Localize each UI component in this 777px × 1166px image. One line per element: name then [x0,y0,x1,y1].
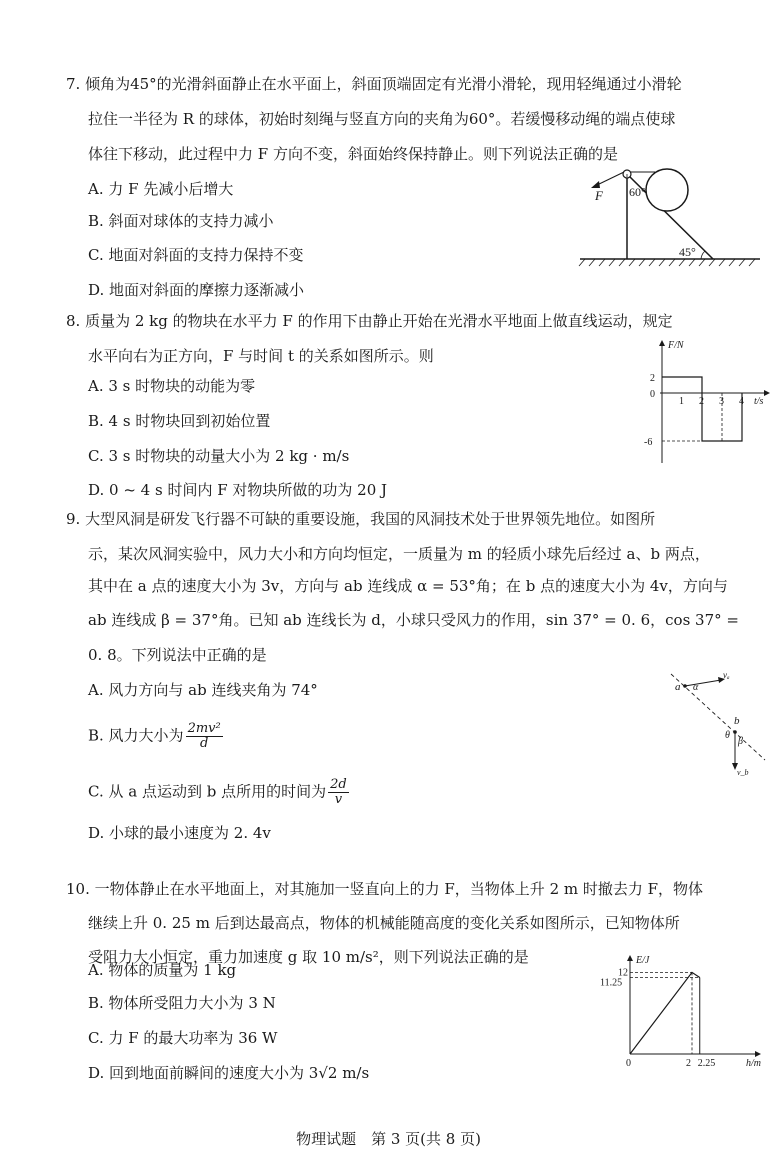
angle-60-label: 60° [629,185,646,199]
tick-label-t4: 4 [739,396,744,407]
force-label: F [595,188,603,203]
label-theta: θ [725,730,730,741]
q8-option-d: D. 0 ~ 4 s 时间内 F 对物块所做的功为 20 J [88,481,388,499]
tick-label-h2-25: 2.25 [697,1058,716,1069]
q10-option-c: C. 力 F 的最大功率为 36 W [88,1029,278,1047]
q10-stem-line-2: 继续上升 0. 25 m 后到达最高点，物体的机械能随高度的变化关系如图所示，已知物体所 [88,914,680,932]
e-axis-arrow [627,955,633,961]
ground-hatching [579,259,755,266]
q9-option-a: A. 风力方向与 ab 连线夹角为 74° [88,681,318,699]
q9-option-c-numerator: 2d [330,777,347,792]
tick-label-e11-25: 11.25 [600,977,623,989]
q9-option-b-denominator: d [199,736,209,751]
label-vb: v_b [737,768,749,777]
q9-option-d: D. 小球的最小速度为 2. 4v [88,824,271,842]
velocity-a-vector [685,680,721,686]
q10-option-a: A. 物体的质量为 1 kg [88,961,237,979]
tick-label-t1: 1 [679,396,684,407]
q9-option-c-fraction [328,778,349,807]
page-footer: 物理试题 第 3 页(共 8 页) [296,1130,481,1148]
q9-stem-line-2: 示，某次风洞实验中，风力大小和方向均恒定，一质量为 m 的轻质小球先后经过 a、b 两点， [88,545,710,563]
q10-stem-line-3: 受阻力大小恒定，重力加速度 g 取 10 m/s²，则下列说法正确的是 [88,948,529,966]
label-alpha: α [693,682,699,693]
q8-stem-line-2: 水平向右为正方向，F 与时间 t 的关系如图所示。则 [88,347,434,365]
h-axis-label: h/m [746,1058,761,1069]
q8-stem-line-1: 8. 质量为 2 kg 的物块在水平力 F 的作用下由静止开始在光滑水平地面上做直线运动，规定 [66,312,673,330]
tick-label-h2: 2 [686,1058,691,1069]
q9-stem-line-1: 9. 大型风洞是研发飞行器不可缺的重要设施，我国的风洞技术处于世界领先地位。如图所 [66,510,656,528]
label-a: a [675,681,681,693]
tick-label-f-neg6: -6 [644,437,653,448]
label-beta: β [738,736,743,747]
q9-option-b-text: B. 风力大小为 [88,726,184,745]
q9-stem-line-4: ab 连线成 β = 37°角。已知 ab 连线长为 d，小球只受风力的作用，sin 37° = 0. 6，cos 37° = [88,611,739,629]
q9-option-b [88,722,223,751]
f-axis-label: F/N [668,340,684,351]
q7-stem-line-3: 体往下移动，此过程中力 F 方向不变，斜面始终保持静止。则下列说法正确的是 [88,145,618,163]
angle-45-arc [701,251,705,259]
energy-series [630,972,700,1054]
label-va: vₐ [723,670,730,680]
q10-stem-line-1: 10. 一物体静止在水平地面上，对其施加一竖直向上的力 F，当物体上升 2 m 时撤去力 F，物体 [66,880,704,898]
t-axis-label: t/s [754,396,764,407]
q7-stem-line-1: 7. 倾角为45°的光滑斜面静止在水平面上，斜面顶端固定有光滑小滑轮，现用轻绳通过小滑轮 [66,75,682,93]
q8-option-a: A. 3 s 时物块的动能为零 [88,377,256,395]
q9-option-c [88,778,349,807]
q9-option-b-fraction [186,722,223,751]
origin-label: 0 [626,1058,631,1069]
t-axis-arrow [764,390,770,396]
tick-label-e12: 12 [618,967,628,979]
f-axis-arrow [659,340,665,346]
q9-stem-line-3: 其中在 a 点的速度大小为 3v，方向与 ab 连线成 α = 53°角；在 b 点的速度大小为 4v，方向与 [88,577,728,595]
q7-option-c: C. 地面对斜面的支持力保持不变 [88,246,304,264]
label-b: b [734,715,740,727]
energy-height-chart [600,950,770,1070]
q8-option-b: B. 4 s 时物块回到初始位置 [88,412,271,430]
q8-option-c: C. 3 s 时物块的动量大小为 2 kg · m/s [88,447,350,465]
e-axis-label: E/J [636,955,650,966]
angle-45-label: 45° [679,245,696,259]
q7-incline-figure [575,160,765,270]
q7-option-a: A. 力 F 先减小后增大 [88,180,234,198]
force-arrowhead [591,181,600,188]
q9-stem-line-5: 0. 8。下列说法中正确的是 [88,646,267,664]
force-step-series [662,377,742,441]
h-axis-arrow [755,1051,761,1057]
tick-label-t3: 3 [719,396,724,407]
tick-label-t2: 2 [699,396,704,407]
q10-option-d: D. 回到地面前瞬间的速度大小为 3√2 m/s [88,1064,370,1082]
ball [646,169,688,211]
q9-option-c-denominator: v [334,792,343,807]
q7-option-b: B. 斜面对球体的支持力减小 [88,212,274,230]
force-time-chart [640,335,775,475]
q9-wind-tunnel-figure [665,668,770,778]
q7-stem-line-2: 拉住一半径为 R 的球体，初始时刻绳与竖直方向的夹角为60°。若缓慢移动绳的端点使球 [88,110,676,128]
q9-option-c-text: C. 从 a 点运动到 b 点所用的时间为 [88,782,327,801]
q7-option-d: D. 地面对斜面的摩擦力逐渐减小 [88,281,305,299]
q10-option-b: B. 物体所受阻力大小为 3 N [88,994,276,1012]
q9-option-b-numerator: 2mv² [187,721,221,736]
tick-label-f-2: 2 [650,373,655,384]
origin-label: 0 [650,389,655,400]
